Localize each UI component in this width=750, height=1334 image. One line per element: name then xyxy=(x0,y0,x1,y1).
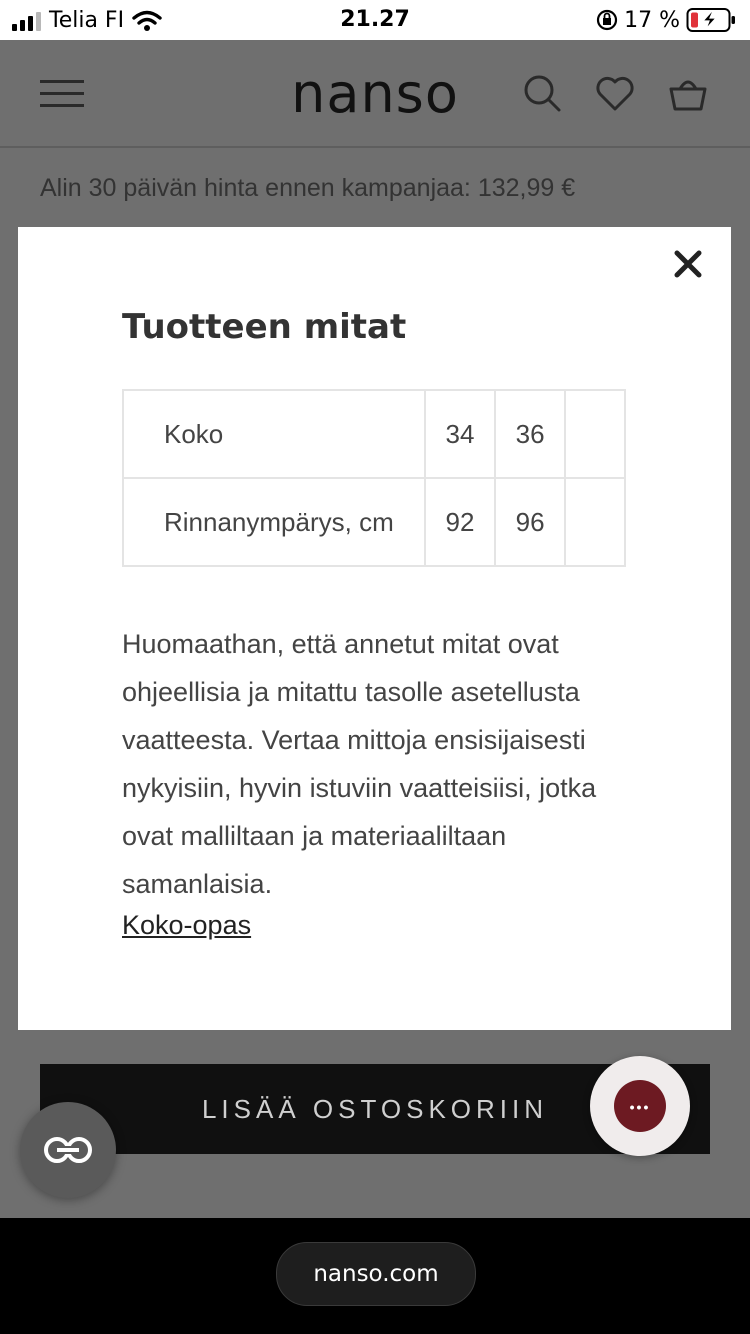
table-row xyxy=(123,478,625,566)
site-header xyxy=(0,40,750,148)
accessibility-button[interactable] xyxy=(20,1102,116,1198)
lowest-price-text: Alin 30 päivän hinta ennen kampanjaa: 132,99 € xyxy=(40,174,576,202)
table-row xyxy=(123,390,625,478)
orientation-lock-icon xyxy=(596,9,618,31)
table-cell: 96 xyxy=(495,478,565,566)
battery-percentage: 17 % xyxy=(624,7,680,33)
modal-title: Tuotteen mitat xyxy=(122,307,407,347)
table-cell-partial xyxy=(565,390,625,478)
size-table-scroll[interactable] xyxy=(122,389,626,571)
browser-bottom-bar xyxy=(0,1218,750,1334)
accessibility-icon xyxy=(20,1102,116,1198)
size-modal xyxy=(18,227,731,1030)
row-label: Koko xyxy=(123,390,425,478)
carrier-name: Telia FI xyxy=(49,8,125,33)
url-bar[interactable]: nanso.com xyxy=(276,1242,476,1306)
battery-charging-icon xyxy=(686,7,738,33)
search-icon[interactable] xyxy=(522,73,562,113)
basket-icon[interactable] xyxy=(668,73,708,113)
table-cell: 34 xyxy=(425,390,495,478)
table-cell: 92 xyxy=(425,478,495,566)
size-table xyxy=(122,389,626,567)
size-guide-link[interactable]: Koko-opas xyxy=(122,910,252,940)
status-right xyxy=(596,7,738,33)
chat-button[interactable] xyxy=(590,1056,690,1156)
status-time: 21.27 xyxy=(340,7,410,32)
chat-bubble-icon: ••• xyxy=(614,1080,666,1132)
heart-icon[interactable] xyxy=(595,73,635,113)
site-logo[interactable]: nanso xyxy=(291,62,459,125)
table-cell-partial xyxy=(565,478,625,566)
row-label: Rinnanympärys, cm xyxy=(123,478,425,566)
add-to-cart-button[interactable]: LISÄÄ OSTOSKORIIN xyxy=(40,1064,710,1154)
close-icon[interactable] xyxy=(671,247,705,281)
status-bar xyxy=(0,0,750,40)
measurement-note: Huomaathan, että annetut mitat ovat ohjeellisia ja mitattu tasolle asetellusta vaatteesta. Vertaa mittoja ensisijaisesti nykyisiin, hyvin istuviin vaatteisiisi, jotka ovat malliltaan ja materiaaliltaan samanlaisia. xyxy=(122,629,597,899)
table-cell: 36 xyxy=(495,390,565,478)
